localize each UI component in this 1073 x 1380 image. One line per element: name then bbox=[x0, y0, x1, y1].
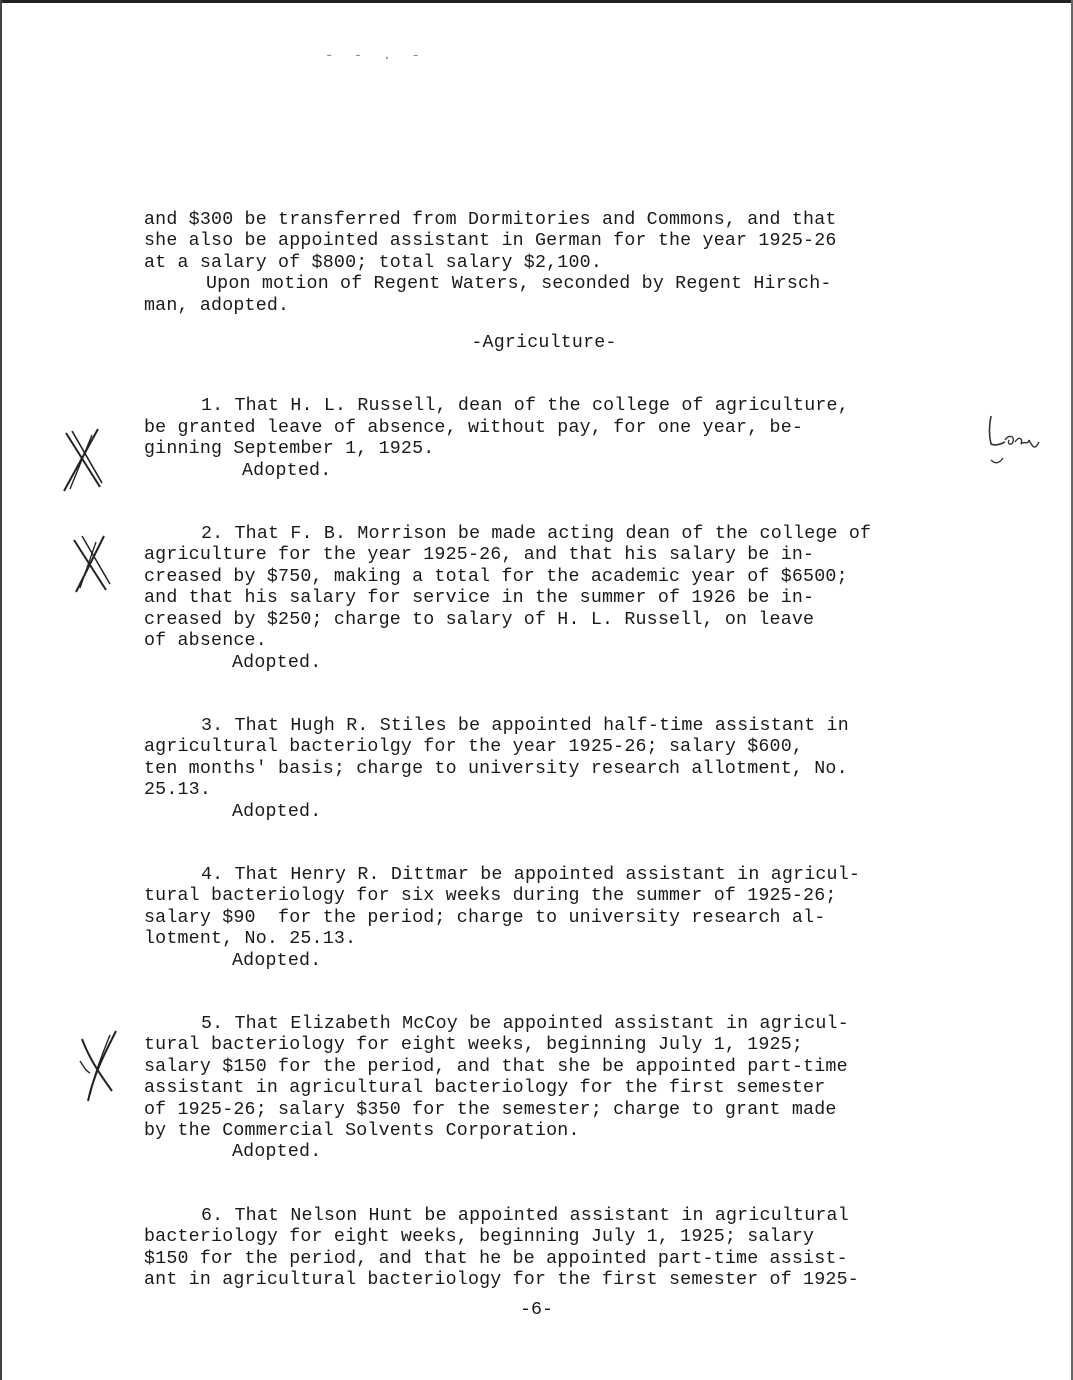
handwritten-x-mark-item-1 bbox=[58, 425, 108, 495]
adopted-status: Adopted. bbox=[232, 652, 322, 673]
text-line: 25.13. bbox=[144, 780, 212, 801]
opening-paragraph bbox=[144, 210, 944, 317]
text-line: 3. That Hugh R. Stiles be appointed half-time assistant in bbox=[201, 715, 849, 736]
text-line: tural bacteriology for six weeks during the summer of 1925-26; bbox=[144, 886, 837, 907]
section-heading: -Agriculture- bbox=[471, 333, 617, 354]
text-line: 2. That F. B. Morrison be made acting dean of the college of bbox=[201, 524, 872, 545]
handwritten-x-mark-item-2 bbox=[66, 530, 116, 600]
resolution-item-6 bbox=[144, 1206, 944, 1292]
adopted-status: Adopted. bbox=[232, 1142, 322, 1163]
handwritten-margin-note-leave bbox=[985, 410, 1045, 470]
text-line: be granted leave of absence, without pay, for one year, be- bbox=[144, 417, 804, 438]
text-line: lotment, No. 25.13. bbox=[144, 929, 357, 950]
text-line: assistant in agricultural bacteriology for the first semester bbox=[144, 1078, 826, 1099]
text-line: salary $90 for the period; charge to university research al- bbox=[144, 907, 826, 928]
stray-marks: - - . - bbox=[325, 48, 426, 64]
adopted-status: Adopted. bbox=[232, 801, 322, 822]
text-line: by the Commercial Solvents Corporation. bbox=[144, 1121, 580, 1141]
text-line: of absence. bbox=[144, 631, 267, 652]
text-line: $150 for the period, and that he be appointed part-time assist- bbox=[144, 1248, 848, 1269]
text-line: Upon motion of Regent Waters, seconded by Regent Hirsch- bbox=[206, 274, 832, 295]
text-line: ginning September 1, 1925. bbox=[144, 439, 435, 460]
text-line: agriculture for the year 1925-26, and that his salary be in- bbox=[144, 545, 815, 566]
handwritten-x-mark-item-5 bbox=[72, 1025, 127, 1105]
text-line: and $300 be transferred from Dormitories and Commons, and that bbox=[144, 210, 837, 230]
page-number: -6- bbox=[520, 1300, 553, 1320]
text-line: agricultural bacteriolgy for the year 1925-26; salary $600, bbox=[144, 737, 804, 758]
resolution-item-2 bbox=[144, 524, 944, 674]
text-line: tural bacteriology for eight weeks, beginning July 1, 1925; bbox=[144, 1035, 804, 1056]
text-line: of 1925-26; salary $350 for the semester; charge to grant made bbox=[144, 1099, 837, 1120]
resolution-item-4 bbox=[144, 865, 944, 972]
text-line: she also be appointed assistant in German for the year 1925-26 bbox=[144, 231, 837, 252]
resolution-item-3 bbox=[144, 716, 944, 823]
document-body bbox=[144, 210, 944, 1291]
text-line: at a salary of $800; total salary $2,100. bbox=[144, 252, 602, 273]
resolution-item-5 bbox=[144, 1014, 944, 1164]
text-line: ten months' basis; charge to university research allotment, No. bbox=[144, 758, 848, 779]
text-line: bacteriology for eight weeks, beginning July 1, 1925; salary bbox=[144, 1227, 815, 1248]
text-line: creased by $250; charge to salary of H. L. Russell, on leave bbox=[144, 609, 815, 630]
text-line: salary $150 for the period, and that she be appointed part-time bbox=[144, 1056, 848, 1077]
text-line: and that his salary for service in the summer of 1926 be in- bbox=[144, 588, 815, 609]
adopted-status: Adopted. bbox=[242, 460, 332, 481]
text-line: man, adopted. bbox=[144, 295, 290, 316]
text-line: creased by $750, making a total for the academic year of $6500; bbox=[144, 566, 848, 587]
text-line: 5. That Elizabeth McCoy be appointed assistant in agricul- bbox=[201, 1013, 849, 1034]
resolution-item-1 bbox=[144, 396, 944, 482]
text-line: 6. That Nelson Hunt be appointed assistant in agricultural bbox=[201, 1205, 849, 1226]
page-edge-left bbox=[0, 0, 2, 1380]
text-line: 4. That Henry R. Dittmar be appointed assistant in agricul- bbox=[201, 864, 861, 885]
page-edge-top bbox=[0, 0, 1073, 3]
text-line: 1. That H. L. Russell, dean of the college of agriculture, bbox=[201, 396, 849, 417]
adopted-status: Adopted. bbox=[232, 950, 322, 971]
text-line: ant in agricultural bacteriology for the first semester of 1925- bbox=[144, 1270, 859, 1291]
